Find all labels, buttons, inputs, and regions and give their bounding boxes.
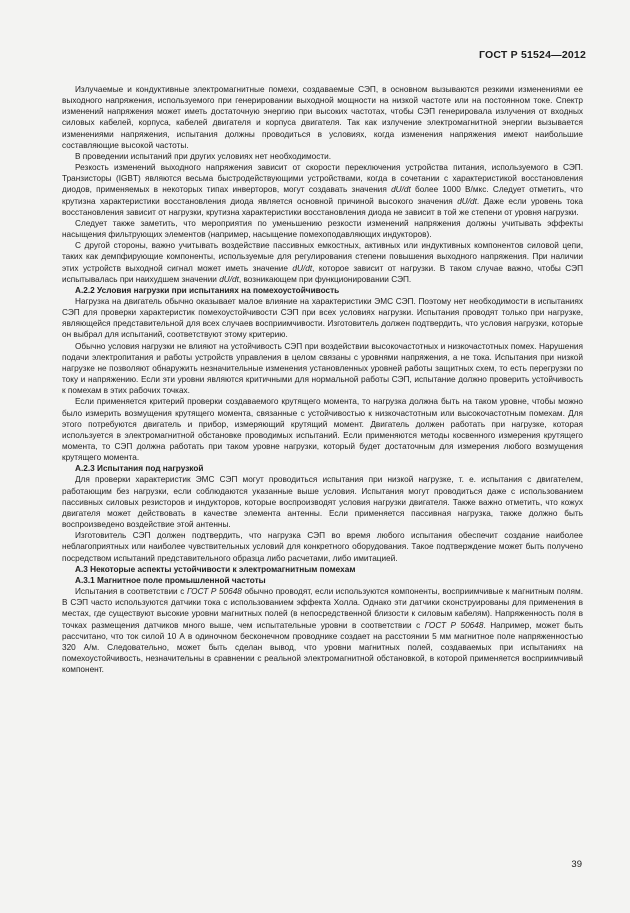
text-run: С другой стороны, важно учитывать воздействие пассивных емкостных, активных или индуктивных компонентов силовой цепи, таких как демпфирующие компоненты, используемые для регулирования степени повышения выходного напряжения. При наличии этих устройств выходной сигнал может иметь значение (62, 241, 583, 273)
formula-dudt: dU/dt (457, 196, 477, 206)
paragraph (62, 240, 583, 285)
paragraph: Излучаемые и кондуктивные электромагнитные помехи, создаваемые СЭП, в основном вызываются резкими изменениями ее выходного напряжения, используемого при генерировании выходной мощности на низкой частоте или на постоянном токе. Спектр изменений напряжения может иметь достаточную энергию при высоких частотах, чтобы СЭП генерировала излучения от входных силовых кабелей, корпуса, кабелей двигателя и корпуса двигателя. Так как излучение электромагнитной энергии вызывается изменениями напряжения, испытания должны проводиться в условиях, когда изменения напряжения имеют наибольшие составляющие высокой частоты. (62, 85, 583, 150)
text-run: более 1000 В/мкс. Следует отметить, что крутизна характеристики восстановления диода является основной причиной высокого значения (62, 185, 583, 206)
paragraph: Обычно условия нагрузки не влияют на устойчивость СЭП при воздействии высокочастотных и низкочастотных помех. Нарушения подачи электропитания и работы устройств управления в целом связаны с уровнями напряжения, а не тока. Испытания при низкой нагрузке не позволяют обнаружить незначительные изменения установленных уровней работы защитных схем, то есть перегрузки по току и напряжению. Если эти уровни являются критичными для нормальной работы СЭП, испытание должно проверить устойчивость к помехам в этих рабочих точках. (62, 341, 583, 396)
formula-dudt: dU/dt (292, 263, 313, 273)
paragraph: В проведении испытаний при других условиях нет необходимости. (75, 151, 332, 161)
paragraph (62, 586, 583, 675)
formula-dudt: dU/dt (391, 185, 411, 195)
page-number: 39 (571, 859, 582, 870)
paragraph: Изготовитель СЭП должен подтвердить, что нагрузка СЭП во время любого испытания обеспечит создание наиболее неблагоприятных или наиболее чувствительных условий для конкретного оборудования. Такое подтверждение может быть получено посредством испытаний представительного образца либо расчетами, либо имитацией. (62, 531, 583, 563)
paragraph: Нагрузка на двигатель обычно оказывает малое влияние на характеристики ЭМС СЭП. Поэтому нет необходимости в испытаниях СЭП для проверки характеристик помехоустойчивости СЭП при всех условиях нагрузки. Испытания проводят только при нагрузке, являющейся представительной для всех случаев восприимчивости. Изготовитель должен подтвердить, что условия нагрузки, которые он выбрал для испытаний, соответствуют этому критерию. (62, 296, 583, 340)
standard-header: ГОСТ Р 51524—2012 (478, 49, 586, 61)
text-run: Испытания в соответствии с (75, 587, 187, 597)
paragraph: Если применяется критерий проверки создаваемого крутящего момента, то нагрузка должна быть на таком уровне, чтобы можно было измерить возмущения крутящего момента, связанные с устойчивостью к низкочастотным или высокочастотным помехам. Для этого потребуются двигатель и прибор, измеряющий крутящий момент. Двигатель должен работать при нагрузке, которая используется в электромагнитной обстановке проводимых испытаний. Если применяются методы косвенного измерения крутящего момента, то СЭП должна работать при таком уровне нагрузки, который будет достаточным для измерения любого возмущения крутящего момента. (62, 397, 583, 463)
standard-reference: ГОСТ Р 50648 (186, 587, 242, 597)
text-run: , которое зависит от нагрузки. В таком случае важно, чтобы СЭП испытывалась при наихудшем значении (62, 263, 583, 284)
page-body (62, 84, 583, 675)
text-run: . Даже если уровень тока восстановления зависит от нагрузки, крутизна характеристики восстановления диода не зависит в той же степени от уровня нагрузки. (62, 196, 583, 217)
paragraph: Следует также заметить, что мероприятия по уменьшению резкости изменений напряжения должны учитывать эффекты насыщения фильтрующих элементов (например, насыщение помехоподавляющих индукторов). (62, 218, 583, 240)
paragraph: Для проверки характеристик ЭМС СЭП могут проводиться испытания при низкой нагрузке, т. е. испытания с двигателем, работающим без нагрузки, если соблюдаются указанные выше условия. Испытания могут проводиться даже с использованием пассивных силовых резисторов и индукторов, которые воспроизводят условия нагрузки двигателя. Также важно отметить, что кожух двигателя может действовать в качестве элемента антенны. Если применяется пассивная нагрузка, также должно быть воспроизведено воздействие этой антенны. (62, 475, 583, 530)
section-heading-a23: А.2.3 Испытания под нагрузкой (75, 464, 204, 474)
standard-reference: ГОСТ Р 50648 (424, 620, 484, 630)
text-run: , возникающем при функционировании СЭП. (238, 274, 412, 284)
text-run: . Например, может быть рассчитано, что ток силой 10 А в одиночном бесконечном проводнике создает на расстоянии 5 мм магнитное поле напряженностью 320 А/м. Следовательно, может быть сделан вывод, что уровни магнитных полей, создаваемых при испытаниях на помехоустойчивость, незначительны в сравнении с реальной электромагнитной обстановкой, в которой применяется восприимчивый компонент. (62, 620, 583, 675)
text-run: обычно проводят, если используются компоненты, восприимчивые к магнитным полям. В СЭП часто используются датчики тока с использованием эффекта Холла. Однако эти датчики сконструированы для применения в местах, где существуют высокие уровни магнитных полей (в непосредственной близости к силовым кабелям). Напряженность поля в точках размещения датчиков много выше, чем испытательные уровни в соответствии с (62, 587, 583, 630)
formula-dudt: dU/dt (219, 274, 239, 284)
paragraph (62, 162, 583, 218)
section-heading-a22: А.2.2 Условия нагрузки при испытаниях на помехоустойчивость (75, 285, 340, 295)
section-heading-a31: А.3.1 Магнитное поле промышленной частоты (75, 575, 266, 585)
section-heading-a3: А.3 Некоторые аспекты устойчивости к электромагнитным помехам (75, 564, 356, 574)
text-run: Резкость изменений выходного напряжения зависит от скорости переключения устройства питания, используемого в СЭП. Транзисторы (IGBT) являются весьма быстродействующими устройствами, когда в сочетании с характеристикой восстановления диодов, применяемых в некоторых типах инверторов, могут создавать значения (62, 163, 583, 195)
